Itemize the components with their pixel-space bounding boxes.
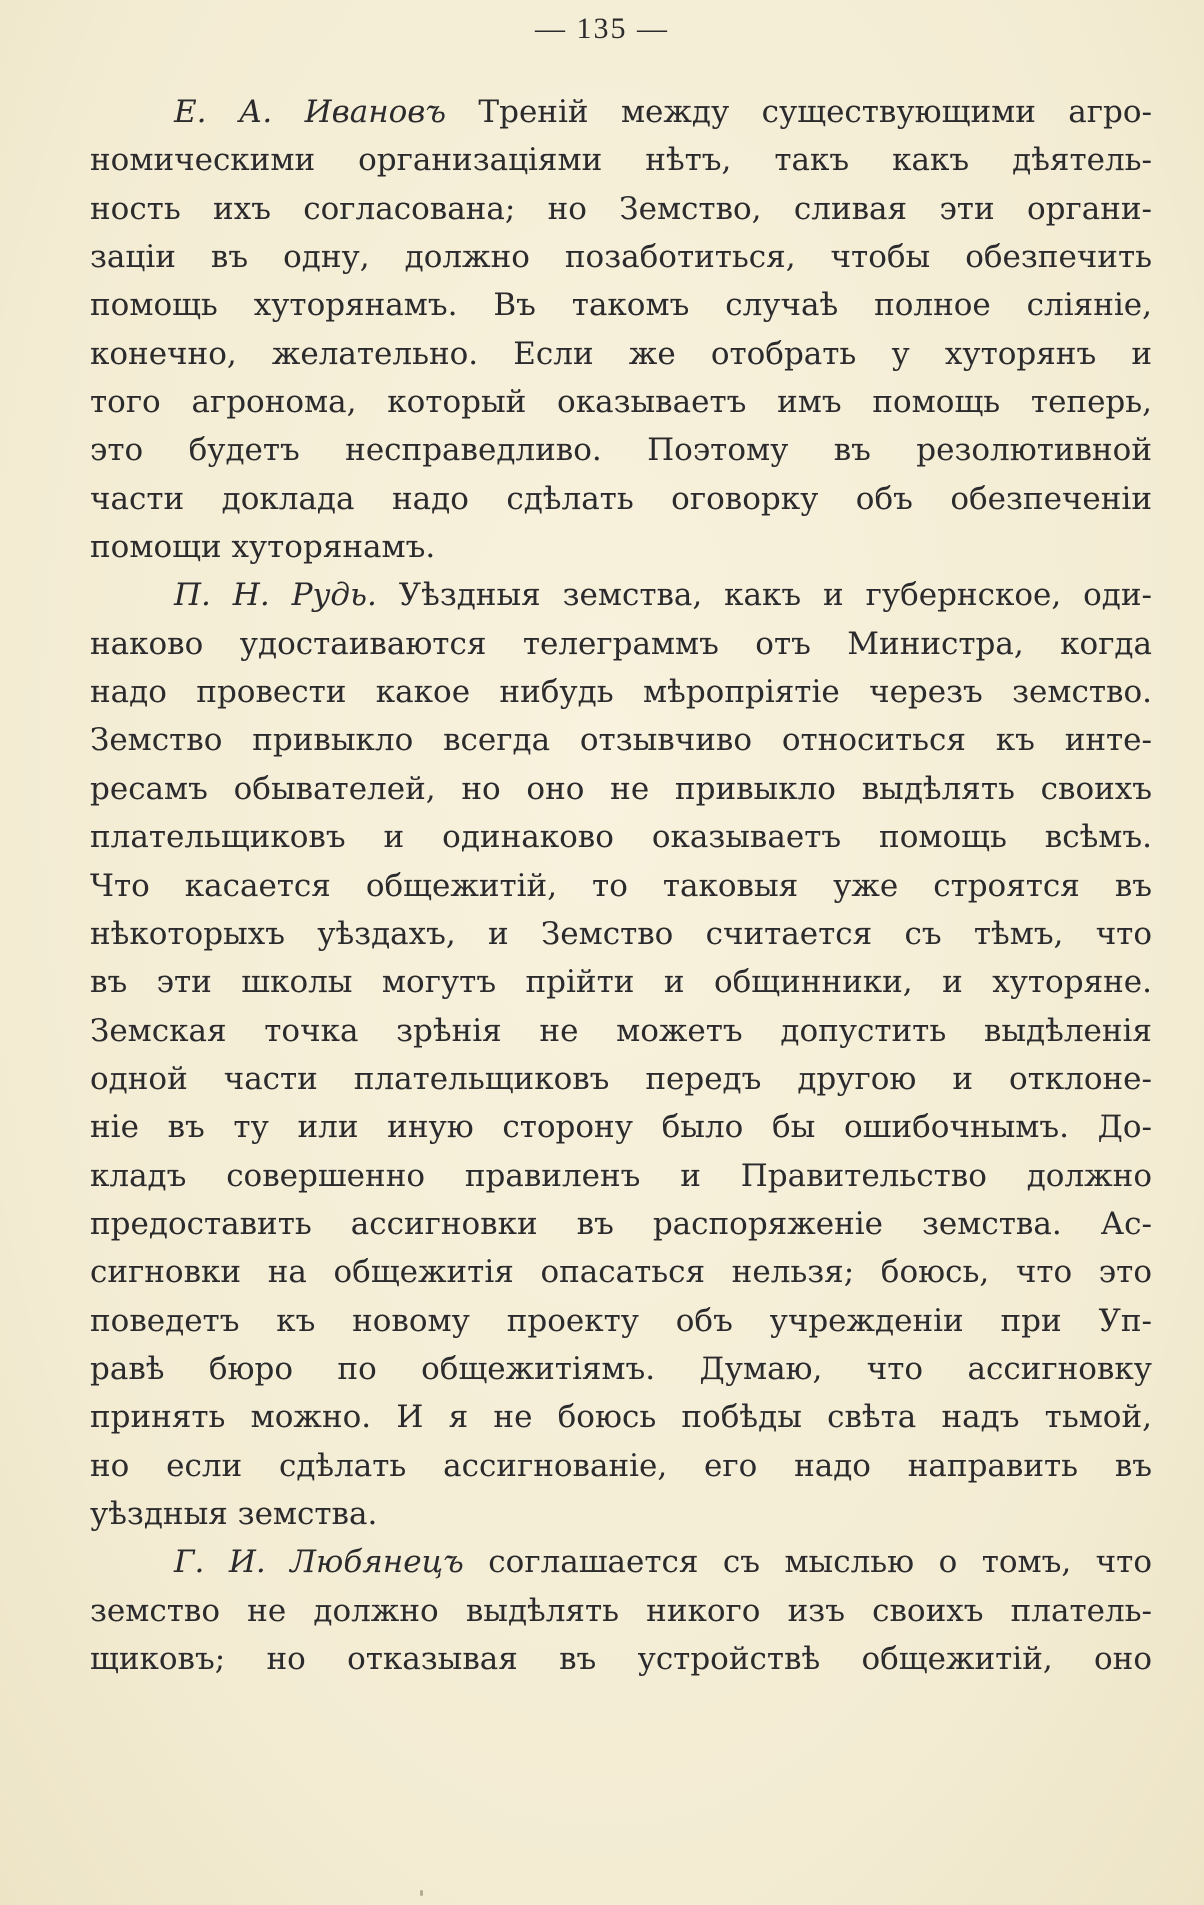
text-line: поведетъ къ новому проекту объ учрежденіи при Уп- bbox=[90, 1302, 1152, 1339]
speaker-name: Г. И. Любянецъ bbox=[174, 1544, 464, 1581]
text-line: ніе въ ту или иную сторону было бы ошибочнымъ. До- bbox=[90, 1109, 1152, 1146]
line-text: соглашается съ мыслью о томъ, что bbox=[463, 1544, 1152, 1581]
line-text: Уѣздныя земства, какъ и губернское, оди- bbox=[376, 577, 1152, 614]
text-line: Что касается общежитій, то таковыя уже строятся въ bbox=[90, 867, 1152, 904]
text-line: въ эти школы могутъ прійти и общинники, и хуторяне. bbox=[90, 964, 1152, 1001]
paragraph bbox=[90, 571, 1152, 1538]
text-line: одной части плательщиковъ передъ другою и отклоне- bbox=[90, 1060, 1152, 1097]
text-line: Земская точка зрѣнія не можетъ допустить выдѣленія bbox=[90, 1012, 1152, 1049]
text-line: наково удостаиваются телеграммъ отъ Министра, когда bbox=[90, 625, 1152, 662]
text-line: земство не должно выдѣлять никого изъ своихъ платель- bbox=[90, 1592, 1152, 1629]
paragraph bbox=[90, 88, 1152, 571]
text-block bbox=[90, 88, 1152, 1683]
page-number: — 135 — bbox=[535, 12, 669, 45]
text-line: заціи въ одну, должно позаботиться, чтобы обезпечить bbox=[90, 239, 1152, 276]
paragraph-first-line bbox=[90, 1538, 1152, 1586]
line-text: Треній между существующими агро- bbox=[446, 94, 1152, 130]
text-line: сигновки на общежитія опасаться нельзя; боюсь, что это bbox=[90, 1254, 1152, 1291]
text-line: нѣкоторыхъ уѣздахъ, и Земство считается съ тѣмъ, что bbox=[90, 915, 1152, 952]
text-line: это будетъ несправедливо. Поэтому въ резолютивной bbox=[90, 432, 1152, 469]
text-line: помощи хуторянамъ. bbox=[90, 529, 436, 566]
text-line: Земство привыкло всегда отзывчиво относиться къ инте- bbox=[90, 722, 1152, 759]
text-line: принять можно. И я не боюсь побѣды свѣта надъ тьмой, bbox=[90, 1399, 1152, 1436]
speaker-name: П. Н. Рудь. bbox=[174, 577, 377, 614]
text-line: плательщиковъ и одинаково оказываетъ помощь всѣмъ. bbox=[90, 819, 1152, 856]
paragraph-first-line bbox=[90, 88, 1152, 136]
paragraph-first-line bbox=[90, 571, 1152, 619]
text-line: номическими организаціями нѣтъ, такъ какъ дѣятель- bbox=[90, 142, 1152, 179]
text-line: ресамъ обывателей, но оно не привыкло выдѣлять своихъ bbox=[90, 770, 1152, 807]
text-line: ность ихъ согласована; но Земство, сливая эти органи- bbox=[90, 190, 1152, 227]
text-line: равѣ бюро по общежитіямъ. Думаю, что ассигновку bbox=[90, 1350, 1152, 1387]
text-line: щиковъ; но отказывая въ устройствѣ общежитій, оно bbox=[90, 1641, 1152, 1677]
text-line: надо провести какое нибудь мѣропріятіе черезъ земство. bbox=[90, 674, 1152, 711]
paragraph bbox=[90, 1538, 1152, 1683]
text-line: конечно, желательно. Если же отобрать у хуторянъ и bbox=[90, 335, 1152, 372]
paper-speck bbox=[420, 1890, 423, 1896]
text-line: того агронома, который оказываетъ имъ помощь теперь, bbox=[90, 384, 1152, 421]
text-line: уѣздныя земства. bbox=[90, 1495, 378, 1532]
text-line: помощь хуторянамъ. Въ такомъ случаѣ полное сліяніе, bbox=[90, 287, 1152, 324]
text-line: кладъ совершенно правиленъ и Правительство должно bbox=[90, 1157, 1152, 1194]
text-line: предоставить ассигновки въ распоряженіе земства. Ас- bbox=[90, 1205, 1152, 1242]
text-line: части доклада надо сдѣлать оговорку объ обезпеченіи bbox=[90, 480, 1152, 517]
text-line: но если сдѣлать ассигнованіе, его надо направить въ bbox=[90, 1447, 1152, 1484]
speaker-name: Е. А. Ивановъ bbox=[174, 94, 446, 130]
